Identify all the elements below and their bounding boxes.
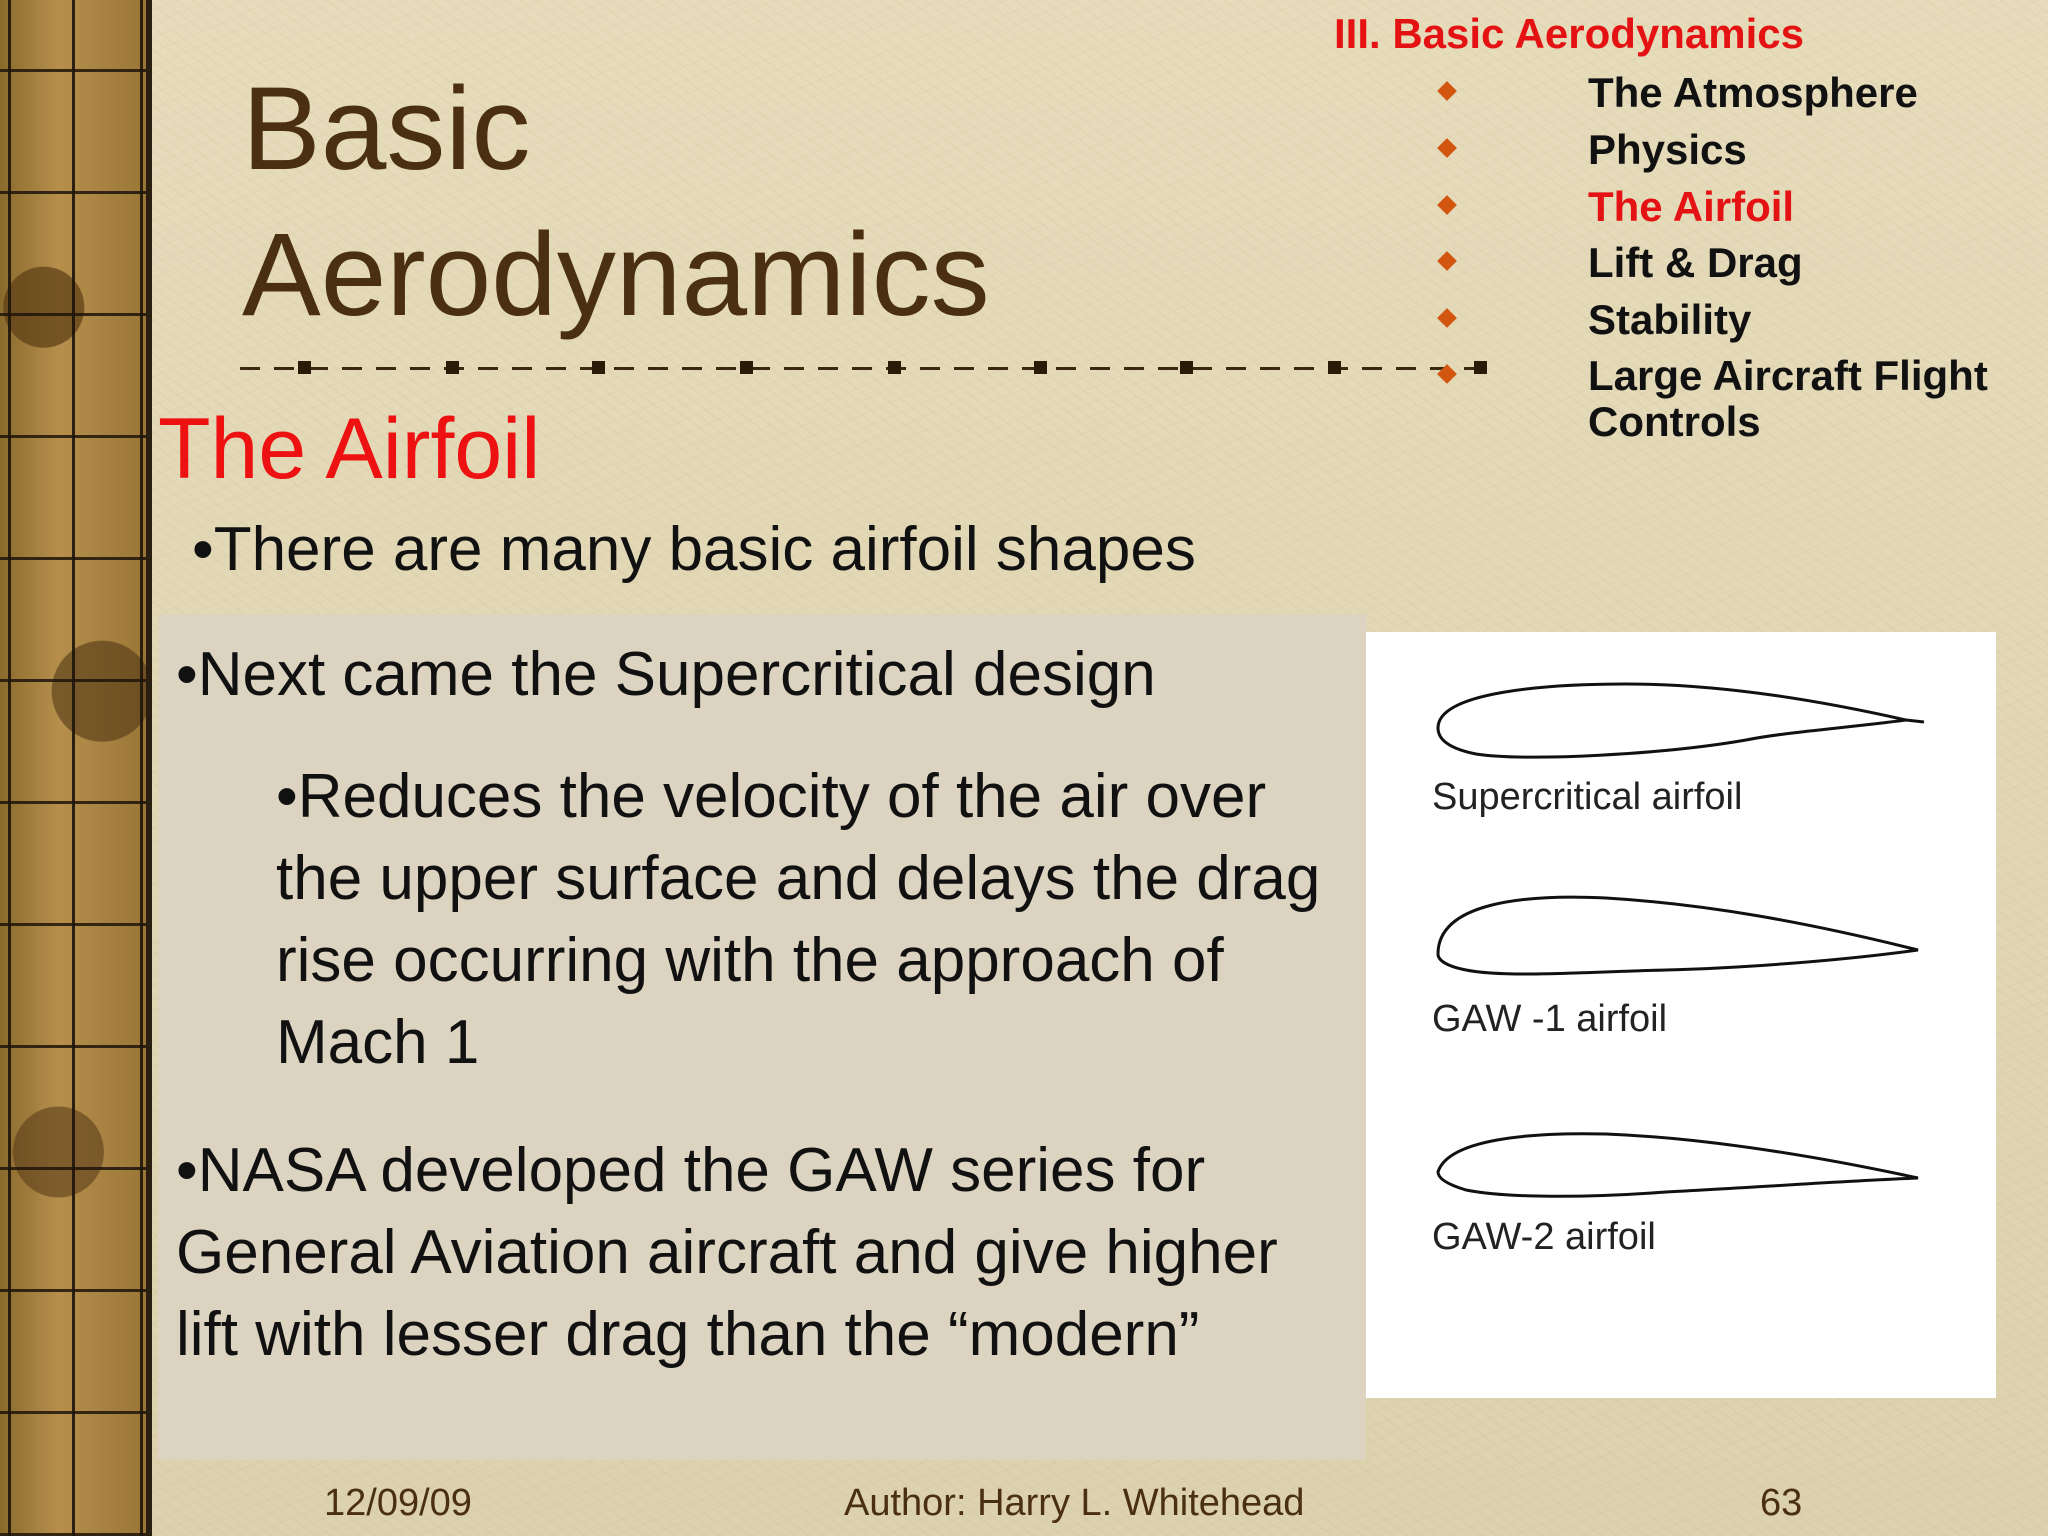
label-gaw2: GAW-2 airfoil: [1432, 1216, 1656, 1258]
diamond-bullet-icon: [1437, 81, 1457, 101]
section-subtitle: The Airfoil: [158, 401, 541, 497]
label-supercritical: Supercritical airfoil: [1432, 776, 1743, 818]
diamond-bullet-icon: [1437, 251, 1457, 271]
sub-bullet-velocity: •Reduces the velocity of the air over the upper surface and delays the drag rise occurring with the approach of Mach 1: [276, 762, 1321, 1077]
gaw1-airfoil-shape: [1438, 897, 1918, 974]
slide-title: [242, 56, 990, 348]
diamond-bullet-icon: [1437, 195, 1457, 215]
title-separator: [240, 358, 1490, 378]
gaw2-airfoil-shape: [1438, 1134, 1918, 1197]
footer-page-number: 63: [1760, 1482, 1803, 1524]
bullet-nasa-gaw: •NASA developed the GAW series for General Aviation aircraft and give higher lift with lesser drag than the “modern”: [176, 1136, 1278, 1369]
supercritical-airfoil-shape: [1438, 684, 1906, 757]
content-box: [158, 614, 1366, 1460]
footer-date: 12/09/09: [324, 1482, 472, 1524]
slide: Basic Aerodynamics The Airfoil •There are many basic airfoil shapes •Next came the Supercritical design •Reduces the velocity of the air over the upper surface and delays the drag rise occurring with the approach of Mach 1 •NASA developed the GAW series for General Aviation aircraft and give higher lift with lesser drag than the “modern” Supercritical airfoil GAW -1 airfoil GAW-2 airfoil III. Basic Aerodynamics The Atmosphere Physics The Airfoil Lift & Drag Stability Large Aircraft Flight Controls 12/09/09 Author: Harry L. Whitehead 63: [0, 0, 2048, 1536]
label-gaw1: GAW -1 airfoil: [1432, 998, 1668, 1040]
outline-heading: III. Basic Aerodynamics: [1334, 10, 1804, 57]
diamond-bullet-icon: [1437, 308, 1457, 328]
diamond-bullet-icon: [1437, 138, 1457, 158]
decorative-border: [0, 0, 152, 1536]
airfoil-figure: [1366, 632, 1996, 1398]
bullet-supercritical: •Next came the Supercritical design: [176, 640, 1156, 709]
footer-author: Author: Harry L. Whitehead: [844, 1482, 1305, 1524]
title-line-1: Basic: [242, 63, 531, 195]
intro-bullet: •There are many basic airfoil shapes: [192, 515, 1196, 584]
title-line-2: Aerodynamics: [242, 209, 990, 341]
